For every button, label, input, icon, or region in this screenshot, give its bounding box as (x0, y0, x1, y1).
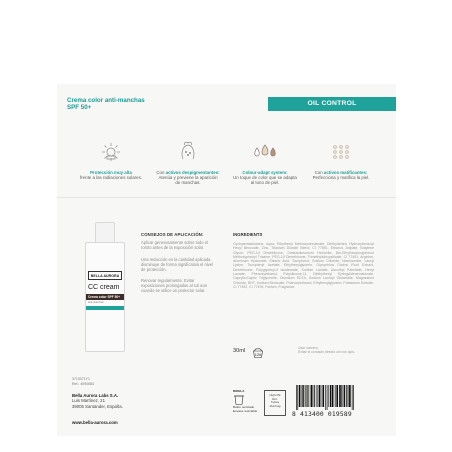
barcode-bar (328, 385, 329, 407)
ingredients-text: Cyclopentasiloxane, Aqua, Ethylhexyl Methoxycinnamate, Diethylamino Hydroxybenzoyl Hexyl Benzoate, Zinc, Titanium Dioxide Blend, CI 77891, Ethanol, Adipate, Butylene Glycol, PEG-10 Dimethicone, Disteardimonium Hectorite, Bis-Ethylhexyloxyphenol Methoxyphenyl Triazine, PEG-10 Dimethicone, Trimethylsiloxysilicate, CI 77491, Arginine, Aluminum Hydroxide, Stearic Acid, Tocopherol, Sodium Chloride, Niacinamide, Lauryl Lysine, Tocopheryl Acetate, Ethylhexylglycerin, Glycyrrhiza Glabra Root Extract, Dimethicone, Polyglyceryl-4 Isostearate, Sodium Lactate, Ascorbyl Palmitate, Hexyl Laurate, Phenoxyethanol, Polysilicone-11, Diethylhexyl Syringylidenemalonate, Caprylic/Capric Triglyceride, Disodium EDTA, Sodium Lauroyl Glutamate, Magnesium Chloride, BHT, Sodium Benzoate, Phenoxyethanol, Ethylhexylglycerin, Potassium Sorbate, CI 77492, CI 77499, Parfum, Fragrance. (233, 242, 374, 289)
barcode-bar (349, 385, 351, 407)
title-line-1: Crema color anti-manchas (67, 97, 145, 104)
tube-band: Crema color SPF 50+ (86, 294, 124, 300)
barcode-bar (307, 385, 308, 407)
company-address-2: 39005 Santander, España. (72, 403, 123, 409)
benefit-text: Colour-adapt system: Un toque de color que se adapta al tono de piel. (233, 170, 297, 186)
title-line-2: SPF 50+ (67, 104, 92, 112)
sun-protection-icon (100, 140, 122, 162)
barcode-bar (308, 385, 309, 407)
barcode-bar (334, 385, 335, 407)
matte-dots-icon (330, 140, 352, 162)
tube-body (85, 242, 125, 352)
barcode-bar (352, 385, 353, 410)
ref-number: Ref.: 4990684 (72, 382, 94, 386)
color-drops-icon (252, 140, 278, 162)
recycle-bin-icon (233, 394, 245, 405)
barcode-bar (322, 385, 324, 407)
volume-label: 30ml (233, 348, 246, 354)
benefit-text: Con activos despigmentantes: Atenúa y previene la aparición de manchas. (156, 170, 220, 186)
barcode-bar (353, 385, 354, 410)
advice-paragraph-2: Una reducción en la cantidad aplicada disminuye de forma significativa el nivel de protección. (141, 257, 213, 272)
recycling-info (233, 390, 263, 414)
advice-paragraph-1: Aplicar generosamente sobre todo el rostro antes de la exposición solar. (141, 240, 208, 250)
barcode-bar (305, 385, 306, 407)
usage-warning: Usar sobrero. Evitar el contacto directo con los ojos. (298, 346, 355, 355)
recycling-name: BIDELA (233, 389, 245, 393)
barcode-number: 8 413400 019589 (292, 411, 352, 418)
barcode-bar (341, 385, 342, 407)
benefit-text: Con activos matificantes: Perfecciona y matifica la piel. (312, 170, 370, 181)
barcode-bar (297, 385, 298, 410)
lot-number: 3710071Y1 (72, 377, 90, 381)
website-link[interactable]: www.bella-aurora.com (72, 420, 118, 425)
pao-label: 12M (254, 353, 262, 357)
barcode-bar (316, 385, 317, 407)
benefit-mattifying (309, 140, 373, 180)
barcode-bar (303, 385, 304, 407)
barcode-bar (319, 385, 321, 407)
company-address-1: Luis Martínez, 21 (72, 398, 105, 404)
benefit-depigmenting (156, 140, 220, 185)
divider (57, 197, 396, 198)
barcode-bar (346, 385, 347, 407)
barcode-bar (348, 385, 349, 407)
barcode-bar (321, 385, 322, 407)
barcode-bar (335, 385, 336, 407)
barcode-bar (302, 385, 303, 407)
company-info (72, 393, 123, 409)
tube-cap (95, 222, 115, 243)
recycling-line-1: Bidón reciclado (233, 405, 255, 410)
advice-heading: CONSEJOS DE APLICACIÓN: (141, 232, 204, 237)
product-tube-image (83, 222, 127, 352)
barcode-bars (292, 385, 374, 410)
tube-product-name: CC cream (88, 284, 120, 291)
barcode-bar (344, 385, 346, 407)
barcode-bar (339, 385, 341, 407)
tube-teal-stripe (86, 306, 124, 310)
barcode-bar (332, 385, 333, 407)
brand-logo: BELLA AURORA (88, 271, 122, 280)
benefit-colour-adapt (233, 140, 297, 185)
barcode-bar (314, 385, 315, 407)
ingredients-heading: INGREDIENTS (233, 232, 263, 237)
product-title (67, 97, 267, 112)
barcode-bar (299, 385, 301, 407)
recycling-line-2: Envase reciclable (233, 409, 258, 414)
benefit-text: Protección muy alta frente a las radiaciones solares. (80, 170, 142, 181)
barcode-bar (336, 385, 338, 407)
barcode-bar (296, 385, 297, 410)
face-spots-icon (177, 140, 199, 162)
company-name: Bella Aurora Labs S.A. (72, 393, 119, 398)
barcode-bar (311, 385, 313, 407)
benefit-sun-protection (79, 140, 143, 180)
barcode-bar (325, 385, 326, 410)
packaging-card (57, 84, 396, 436)
oil-control-badge: OIL CONTROL (268, 97, 396, 111)
barcode-bar (317, 385, 318, 407)
barcode-bar (330, 385, 332, 407)
tube-subtitle: anti-manchas (88, 301, 104, 304)
barcode-bar (327, 385, 328, 410)
barcode-bar (310, 385, 311, 407)
advice-paragraph-3: Renovar regularmente. Evitar exposiciones prolongadas al sol aun cuando se utilice un protector solar. (141, 278, 207, 293)
pao-jar-icon (252, 345, 264, 363)
barcode (292, 385, 374, 419)
material-code-box: High PE Rot. Tubes Flat bag (264, 390, 286, 416)
